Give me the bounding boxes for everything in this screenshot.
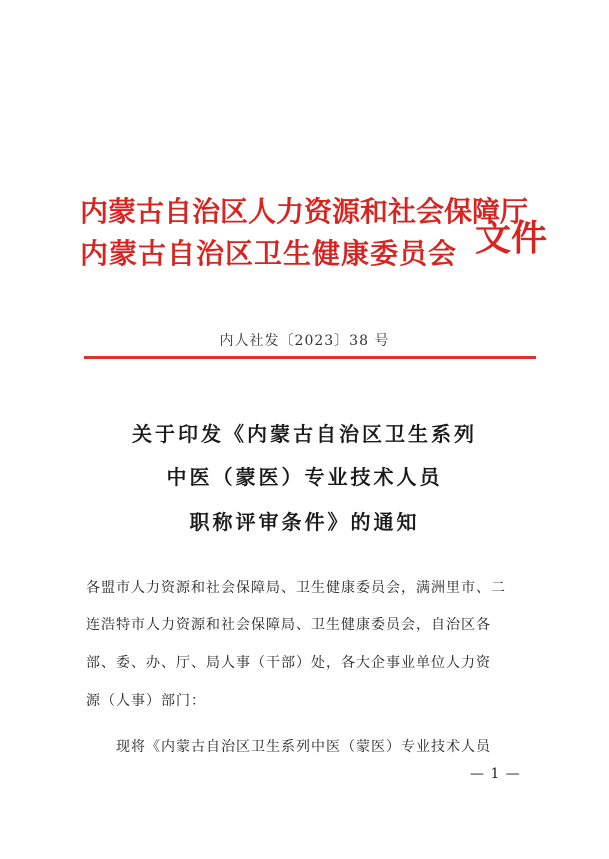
document-title-line-2: 中医（蒙医）专业技术人员 — [166, 465, 443, 489]
body-text-line: 源（人事）部门： — [86, 693, 206, 709]
body-text-line: 现将《内蒙古自治区卫生系列中医（蒙医）专业技术人员 — [116, 739, 491, 755]
issuer-name-hrss: 内蒙古自治区人力资源和社会保障厅 — [80, 195, 529, 228]
issuer-header — [80, 190, 550, 280]
page-number: — 1 — — [470, 766, 521, 782]
document-title-line-3: 职称评审条件》的通知 — [189, 510, 420, 534]
issuer-name-health: 内蒙古自治区卫生健康委员会 — [80, 237, 458, 270]
body-text-line: 各盟市人力资源和社会保障局、卫生健康委员会，满洲里市、二 — [86, 580, 506, 596]
document-title-line-1: 关于印发《内蒙古自治区卫生系列 — [132, 422, 477, 446]
red-divider-line — [84, 356, 536, 359]
document-number: 内人社发〔2023〕38 号 — [219, 333, 390, 349]
body-text-line: 部、委、办、厅、局人事（干部）处，各大企事业单位人力资 — [86, 655, 491, 671]
body-text-line: 连浩特市人力资源和社会保障局、卫生健康委员会，自治区各 — [86, 617, 491, 633]
document-mark: 文件 — [475, 217, 548, 259]
